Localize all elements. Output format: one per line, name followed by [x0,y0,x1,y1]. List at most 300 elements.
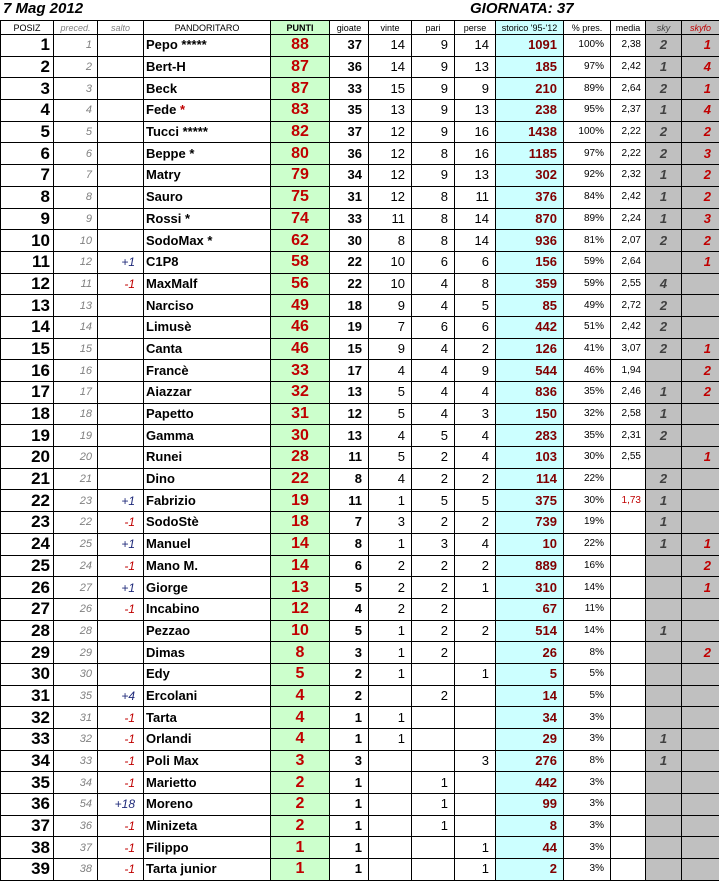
historic-cell: 870 [496,208,564,230]
points-cell: 2 [271,772,330,794]
sky-cell: 1 [646,729,682,751]
average-cell: 2,64 [611,251,646,273]
table-row [1,512,719,534]
won-cell: 14 [369,35,412,57]
historic-cell: 114 [496,468,564,490]
header-pres: % pres. [564,21,611,35]
presence-cell: 97% [564,143,611,165]
sky-cell: 2 [646,425,682,447]
presence-cell: 16% [564,555,611,577]
player-name-cell: Tarta junior [144,859,271,881]
points-cell: 31 [271,403,330,425]
historic-cell: 375 [496,490,564,512]
lost-cell: 14 [455,208,496,230]
played-cell: 34 [330,165,369,187]
skyfo-cell: 2 [682,360,719,382]
average-cell: 2,22 [611,121,646,143]
skyfo-cell [682,815,719,837]
presence-cell: 3% [564,837,611,859]
played-cell: 5 [330,577,369,599]
draw-cell: 4 [412,338,455,360]
average-cell [611,533,646,555]
table-row [1,121,719,143]
lost-cell: 4 [455,533,496,555]
sky-cell [646,555,682,577]
player-name-cell: Ercolani [144,685,271,707]
points-cell: 46 [271,338,330,360]
draw-cell: 8 [412,230,455,252]
draw-cell: 4 [412,273,455,295]
skyfo-cell [682,685,719,707]
previous-position-cell: 11 [54,273,98,295]
points-cell: 8 [271,642,330,664]
jump-cell [98,425,144,447]
player-name-cell: Pepo ***** [144,35,271,57]
draw-cell: 9 [412,78,455,100]
won-cell: 5 [369,382,412,404]
sky-cell: 1 [646,165,682,187]
jump-cell [98,208,144,230]
draw-cell: 5 [412,425,455,447]
played-cell: 4 [330,598,369,620]
player-name-cell: Poli Max [144,750,271,772]
skyfo-cell [682,794,719,816]
presence-cell: 46% [564,360,611,382]
position-cell: 14 [1,316,54,338]
table-row [1,598,719,620]
position-cell: 19 [1,425,54,447]
won-cell: 13 [369,100,412,122]
points-cell: 18 [271,512,330,534]
played-cell: 2 [330,685,369,707]
presence-cell: 3% [564,794,611,816]
player-name-cell: Runei [144,447,271,469]
player-name-cell: Matry [144,165,271,187]
draw-cell [412,837,455,859]
played-cell: 1 [330,837,369,859]
skyfo-cell [682,663,719,685]
draw-cell: 9 [412,100,455,122]
sky-cell: 2 [646,78,682,100]
jump-cell [98,360,144,382]
header-vinte: vinte [369,21,412,35]
previous-position-cell: 38 [54,859,98,881]
position-cell: 29 [1,642,54,664]
jump-cell: -1 [98,555,144,577]
jump-cell: -1 [98,815,144,837]
presence-cell: 81% [564,230,611,252]
sky-cell: 1 [646,208,682,230]
player-name-cell: Bert-H [144,56,271,78]
previous-position-cell: 26 [54,598,98,620]
sky-cell [646,815,682,837]
position-cell: 12 [1,273,54,295]
played-cell: 6 [330,555,369,577]
position-cell: 13 [1,295,54,317]
table-row [1,750,719,772]
jump-cell [98,403,144,425]
average-cell [611,707,646,729]
points-cell: 2 [271,815,330,837]
player-name-cell: Orlandi [144,729,271,751]
previous-position-cell: 5 [54,121,98,143]
player-name-cell: MaxMalf [144,273,271,295]
position-cell: 23 [1,512,54,534]
presence-cell: 84% [564,186,611,208]
player-name-cell: Filippo [144,837,271,859]
table-row [1,403,719,425]
draw-cell: 2 [412,598,455,620]
skyfo-cell [682,750,719,772]
sky-cell [646,251,682,273]
skyfo-cell: 2 [682,165,719,187]
previous-position-cell: 36 [54,815,98,837]
player-name-cell: Sauro [144,186,271,208]
presence-cell: 97% [564,56,611,78]
player-name-cell: Aiazzar [144,382,271,404]
historic-cell: 29 [496,729,564,751]
sky-cell: 2 [646,295,682,317]
points-cell: 56 [271,273,330,295]
jump-cell: +1 [98,577,144,599]
table-row [1,794,719,816]
points-cell: 49 [271,295,330,317]
presence-cell: 89% [564,78,611,100]
position-cell: 24 [1,533,54,555]
sky-cell: 2 [646,316,682,338]
won-cell: 1 [369,707,412,729]
player-name-cell: Narciso [144,295,271,317]
previous-position-cell: 14 [54,316,98,338]
points-cell: 14 [271,555,330,577]
draw-cell: 6 [412,316,455,338]
sky-cell: 4 [646,273,682,295]
won-cell [369,837,412,859]
presence-cell: 59% [564,273,611,295]
points-cell: 83 [271,100,330,122]
historic-cell: 1185 [496,143,564,165]
previous-position-cell: 17 [54,382,98,404]
historic-cell: 1438 [496,121,564,143]
skyfo-cell [682,837,719,859]
played-cell: 1 [330,859,369,881]
player-name-cell: Incabino [144,598,271,620]
points-cell: 1 [271,859,330,881]
average-cell [611,620,646,642]
sky-cell [646,685,682,707]
sky-cell: 2 [646,35,682,57]
previous-position-cell: 23 [54,490,98,512]
position-cell: 26 [1,577,54,599]
jump-cell: -1 [98,729,144,751]
skyfo-cell [682,468,719,490]
lost-cell: 1 [455,859,496,881]
average-cell [611,555,646,577]
player-name-cell: Rossi * [144,208,271,230]
points-cell: 5 [271,663,330,685]
historic-cell: 442 [496,316,564,338]
presence-cell: 5% [564,685,611,707]
jump-cell [98,121,144,143]
jump-cell [98,338,144,360]
previous-position-cell: 21 [54,468,98,490]
won-cell: 1 [369,490,412,512]
sky-cell: 2 [646,121,682,143]
draw-cell: 2 [412,685,455,707]
average-cell [611,577,646,599]
header-salto: salto [98,21,144,35]
won-cell [369,772,412,794]
lost-cell: 11 [455,186,496,208]
header-giocate: gioate [330,21,369,35]
won-cell: 9 [369,338,412,360]
table-row [1,165,719,187]
historic-cell: 544 [496,360,564,382]
sky-cell: 2 [646,338,682,360]
draw-cell: 3 [412,533,455,555]
skyfo-cell [682,403,719,425]
previous-position-cell: 33 [54,750,98,772]
jump-cell [98,295,144,317]
position-cell: 32 [1,707,54,729]
won-cell: 4 [369,425,412,447]
table-row [1,382,719,404]
player-name-cell: Mano M. [144,555,271,577]
lost-cell [455,598,496,620]
historic-cell: 14 [496,685,564,707]
draw-cell: 4 [412,360,455,382]
table-row [1,533,719,555]
historic-cell: 5 [496,663,564,685]
table-row [1,447,719,469]
draw-cell: 2 [412,468,455,490]
jump-cell [98,143,144,165]
lost-cell [455,772,496,794]
draw-cell: 8 [412,143,455,165]
previous-position-cell: 16 [54,360,98,382]
jump-cell [98,382,144,404]
previous-position-cell: 13 [54,295,98,317]
jump-cell [98,35,144,57]
skyfo-cell [682,598,719,620]
sky-cell [646,859,682,881]
header-pari: pari [412,21,455,35]
position-cell: 6 [1,143,54,165]
won-cell: 1 [369,642,412,664]
points-cell: 19 [271,490,330,512]
historic-cell: 283 [496,425,564,447]
draw-cell: 4 [412,295,455,317]
header-sky: sky [646,21,682,35]
average-cell [611,468,646,490]
played-cell: 3 [330,642,369,664]
presence-cell: 89% [564,208,611,230]
sky-cell: 2 [646,230,682,252]
played-cell: 1 [330,815,369,837]
lost-cell: 1 [455,663,496,685]
player-name-cell: Tarta [144,707,271,729]
presence-cell: 3% [564,815,611,837]
won-cell: 2 [369,598,412,620]
won-cell [369,794,412,816]
average-cell: 2,24 [611,208,646,230]
points-cell: 4 [271,685,330,707]
sky-cell [646,663,682,685]
skyfo-cell: 4 [682,100,719,122]
table-row [1,143,719,165]
points-cell: 4 [271,707,330,729]
lost-cell: 16 [455,121,496,143]
sky-cell: 1 [646,512,682,534]
played-cell: 8 [330,533,369,555]
jump-cell [98,165,144,187]
played-cell: 37 [330,35,369,57]
header-media: media [611,21,646,35]
won-cell [369,685,412,707]
jump-cell [98,100,144,122]
presence-cell: 8% [564,642,611,664]
table-row [1,577,719,599]
won-cell: 2 [369,577,412,599]
player-name-cell: Beppe * [144,143,271,165]
played-cell: 33 [330,208,369,230]
historic-cell: 889 [496,555,564,577]
table-row [1,56,719,78]
average-cell: 2,42 [611,56,646,78]
won-cell: 9 [369,295,412,317]
presence-cell: 95% [564,100,611,122]
won-cell: 10 [369,251,412,273]
skyfo-cell: 1 [682,251,719,273]
presence-cell: 100% [564,35,611,57]
historic-cell: 156 [496,251,564,273]
sky-cell: 1 [646,403,682,425]
lost-cell: 9 [455,360,496,382]
skyfo-cell: 2 [682,642,719,664]
points-cell: 4 [271,729,330,751]
lost-cell: 4 [455,425,496,447]
lost-cell [455,707,496,729]
jump-cell [98,186,144,208]
table-row [1,316,719,338]
average-cell [611,685,646,707]
draw-cell [412,859,455,881]
presence-cell: 3% [564,859,611,881]
historic-cell: 310 [496,577,564,599]
won-cell: 4 [369,468,412,490]
average-cell: 2,58 [611,403,646,425]
position-cell: 3 [1,78,54,100]
points-cell: 79 [271,165,330,187]
sky-cell [646,577,682,599]
presence-cell: 92% [564,165,611,187]
lost-cell: 9 [455,78,496,100]
average-cell: 2,42 [611,316,646,338]
position-cell: 5 [1,121,54,143]
jump-cell: -1 [98,859,144,881]
skyfo-cell: 2 [682,186,719,208]
won-cell: 12 [369,143,412,165]
points-cell: 75 [271,186,330,208]
previous-position-cell: 31 [54,707,98,729]
position-cell: 16 [1,360,54,382]
historic-cell: 34 [496,707,564,729]
player-name-cell: Manuel [144,533,271,555]
draw-cell: 1 [412,815,455,837]
table-row [1,100,719,122]
jump-cell: -1 [98,512,144,534]
played-cell: 17 [330,360,369,382]
historic-cell: 276 [496,750,564,772]
position-cell: 27 [1,598,54,620]
header-posiz: POSIZ [1,21,54,35]
header-preced: preced. [54,21,98,35]
historic-cell: 514 [496,620,564,642]
skyfo-cell [682,512,719,534]
points-cell: 13 [271,577,330,599]
average-cell [611,859,646,881]
jump-cell: -1 [98,273,144,295]
position-cell: 35 [1,772,54,794]
lost-cell: 8 [455,273,496,295]
player-name-cell: Limusè [144,316,271,338]
historic-cell: 103 [496,447,564,469]
skyfo-cell: 2 [682,230,719,252]
skyfo-cell [682,772,719,794]
skyfo-cell: 4 [682,56,719,78]
points-cell: 22 [271,468,330,490]
presence-cell: 3% [564,707,611,729]
table-row [1,251,719,273]
historic-cell: 210 [496,78,564,100]
historic-cell: 836 [496,382,564,404]
previous-position-cell: 34 [54,772,98,794]
presence-cell: 3% [564,772,611,794]
historic-cell: 10 [496,533,564,555]
won-cell: 10 [369,273,412,295]
average-cell [611,837,646,859]
player-name-cell: Beck [144,78,271,100]
sky-cell [646,794,682,816]
presence-cell: 22% [564,468,611,490]
sky-cell: 1 [646,382,682,404]
player-name-cell: Tucci ***** [144,121,271,143]
position-cell: 39 [1,859,54,881]
position-cell: 8 [1,186,54,208]
player-name-cell: Moreno [144,794,271,816]
points-cell: 62 [271,230,330,252]
skyfo-cell: 1 [682,577,719,599]
played-cell: 22 [330,251,369,273]
average-cell: 3,07 [611,338,646,360]
sky-cell: 1 [646,186,682,208]
played-cell: 13 [330,425,369,447]
jump-cell: -1 [98,707,144,729]
sky-cell: 2 [646,468,682,490]
played-cell: 1 [330,772,369,794]
table-row [1,729,719,751]
skyfo-cell [682,490,719,512]
table-row [1,642,719,664]
played-cell: 33 [330,78,369,100]
lost-cell: 4 [455,447,496,469]
skyfo-cell [682,316,719,338]
jump-cell [98,230,144,252]
presence-cell: 14% [564,577,611,599]
won-cell [369,859,412,881]
played-cell: 37 [330,121,369,143]
average-cell: 2,64 [611,78,646,100]
